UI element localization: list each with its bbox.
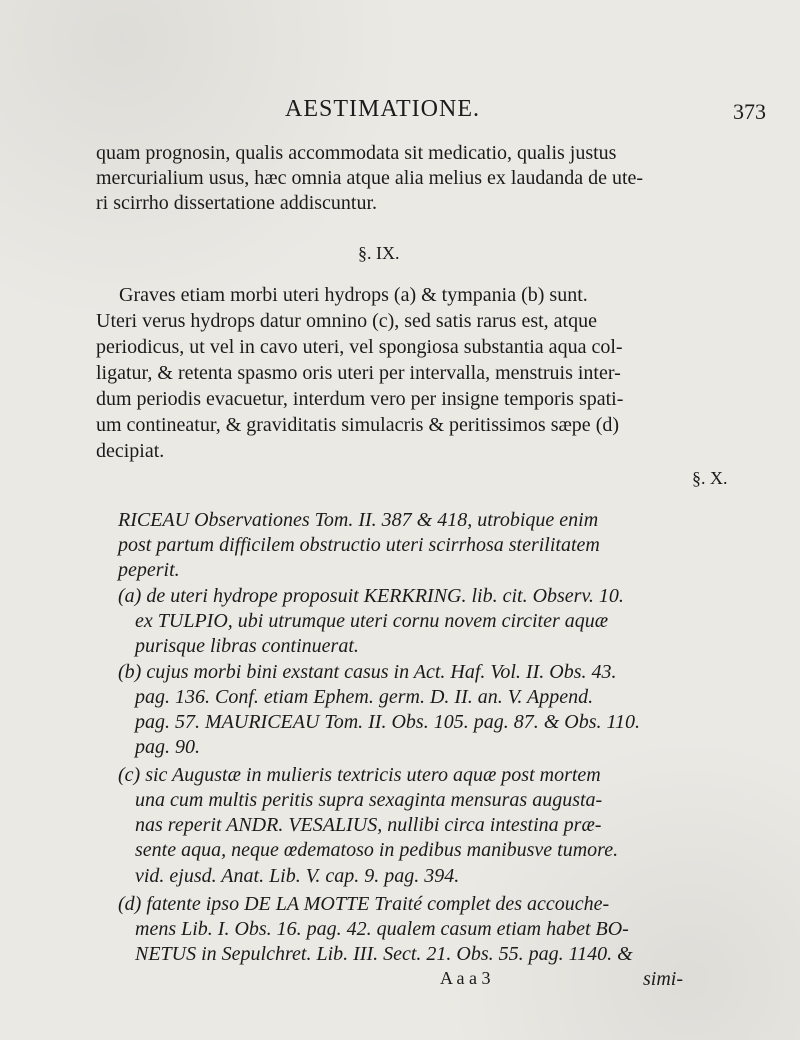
note-line: sente aqua, neque œdematoso in pedibus manibusve tumore. [135, 839, 619, 861]
paragraph-2-line-2: Uteri verus hydrops datur omnino (c), sed satis rarus est, atque [96, 310, 597, 332]
section-heading-x: §. X. [692, 468, 728, 488]
page-number: 373 [733, 99, 766, 124]
note-line: RICEAU Observationes Tom. II. 387 & 418, utrobique enim [118, 509, 599, 531]
note-line: (c) sic Augustæ in mulieris textricis utero aquæ post mortem [118, 764, 601, 786]
paragraph-2-line-4: ligatur, & retenta spasmo oris uteri per intervalla, menstruis inter- [96, 362, 621, 384]
paragraph-1-line-2: mercurialium usus, hæc omnia atque alia melius ex laudanda de ute- [96, 167, 644, 189]
note-line: purisque libras continuerat. [135, 635, 359, 657]
note-line: post partum difficilem obstructio uteri scirrhosa sterilitatem [118, 534, 600, 556]
catchword: simi- [643, 968, 683, 990]
note-line: peperit. [118, 559, 180, 581]
paragraph-2-line-7: decipiat. [96, 440, 165, 462]
note-line: mens Lib. I. Obs. 16. pag. 42. qualem casum etiam habet BO- [135, 918, 629, 940]
section-heading-ix: §. IX. [358, 243, 400, 263]
note-line: (d) fatente ipso DE LA MOTTE Traité complet des accouche- [118, 893, 610, 915]
note-line: (a) de uteri hydrope proposuit KERKRING. lib. cit. Observ. 10. [118, 585, 624, 607]
note-line: pag. 57. MAURICEAU Tom. II. Obs. 105. pag. 87. & Obs. 110. [135, 711, 640, 733]
note-line: una cum multis peritis supra sexaginta mensuras augusta- [135, 789, 603, 811]
paragraph-2-line-6: um contineatur, & graviditatis simulacris & peritissimos sæpe (d) [96, 414, 620, 436]
paragraph-2-line-5: dum periodis evacuetur, interdum vero per insigne temporis spati- [96, 388, 624, 410]
note-line: pag. 90. [135, 736, 200, 758]
running-title: AESTIMATIONE. [285, 96, 480, 122]
paragraph-2-line-3: periodicus, ut vel in cavo uteri, vel spongiosa substantia aqua col- [96, 336, 623, 358]
paragraph-1-line-3: ri scirrho dissertatione addiscuntur. [96, 192, 378, 214]
note-line: vid. ejusd. Anat. Lib. V. cap. 9. pag. 394. [135, 865, 460, 887]
paragraph-2-line-1: Graves etiam morbi uteri hydrops (a) & tympania (b) sunt. [119, 284, 588, 306]
note-line: (b) cujus morbi bini exstant casus in Act. Haf. Vol. II. Obs. 43. [118, 661, 617, 683]
note-line: NETUS in Sepulchret. Lib. III. Sect. 21. Obs. 55. pag. 1140. & [135, 943, 633, 965]
paragraph-1-line-1: quam prognosin, qualis accommodata sit medicatio, qualis justus [96, 142, 617, 164]
note-line: pag. 136. Conf. etiam Ephem. germ. D. II. an. V. Append. [135, 686, 594, 708]
note-line: ex TULPIO, ubi utrumque uteri cornu novem circiter aquæ [135, 610, 609, 632]
note-line: nas reperit ANDR. VESALIUS, nullibi circa intestina præ- [135, 814, 602, 836]
signature-mark: A a a 3 [440, 968, 491, 988]
